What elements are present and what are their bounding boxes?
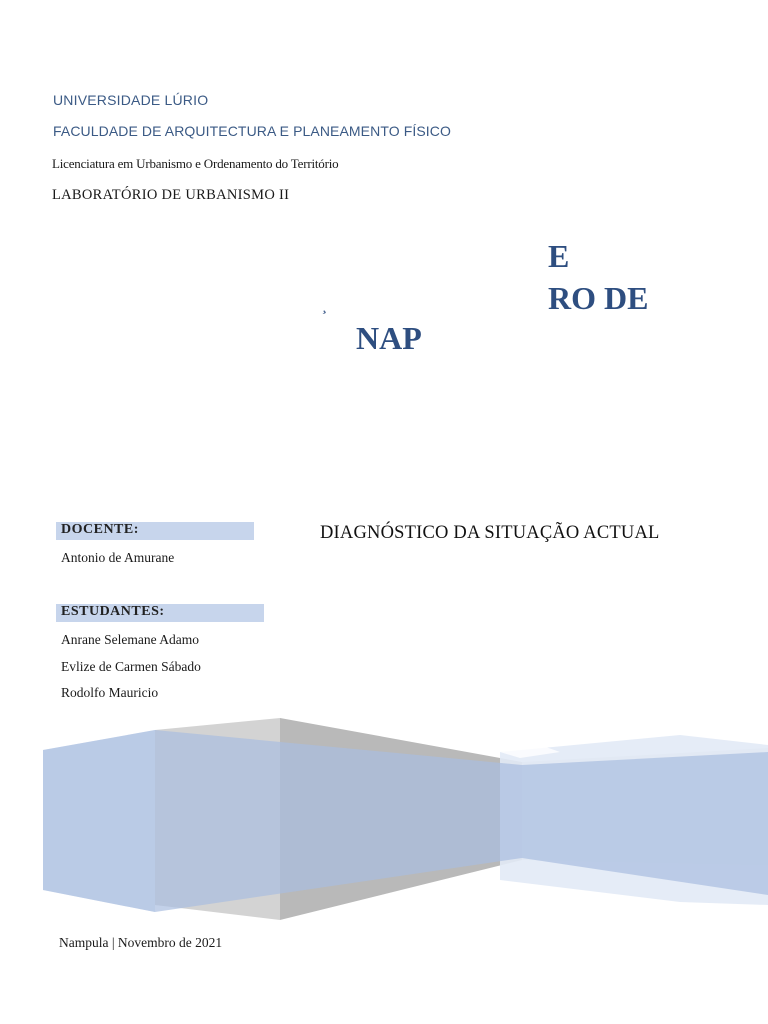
title-fragment-4: ¸ — [322, 300, 327, 315]
student-name: Rodolfo Mauricio — [61, 685, 159, 700]
course-name: LABORATÓRIO DE URBANISMO II — [52, 187, 290, 203]
estudantes-label: ESTUDANTES: — [61, 604, 165, 619]
student-name: Anrane Selemane Adamo — [61, 632, 199, 647]
degree-name: Licenciatura em Urbanismo e Ordenamento do Território — [52, 156, 339, 171]
footer-place-date: Nampula | Novembro de 2021 — [59, 935, 223, 950]
title-fragment-3: NAP — [356, 320, 422, 356]
title-fragment-2: RO DE — [548, 280, 649, 316]
title-fragment-1: E — [548, 238, 570, 268]
faculty-name: FACULDADE DE ARQUITECTURA E PLANEAMENTO FÍSICO — [53, 123, 451, 139]
document-subtitle: DIAGNÓSTICO DA SITUAÇÃO ACTUAL — [320, 523, 660, 543]
student-name: Evlize de Carmen Sábado — [61, 659, 201, 674]
university-name: UNIVERSIDADE LÚRIO — [53, 92, 209, 108]
docente-label: DOCENTE: — [61, 522, 139, 537]
docente-name: Antonio de Amurane — [61, 550, 175, 565]
